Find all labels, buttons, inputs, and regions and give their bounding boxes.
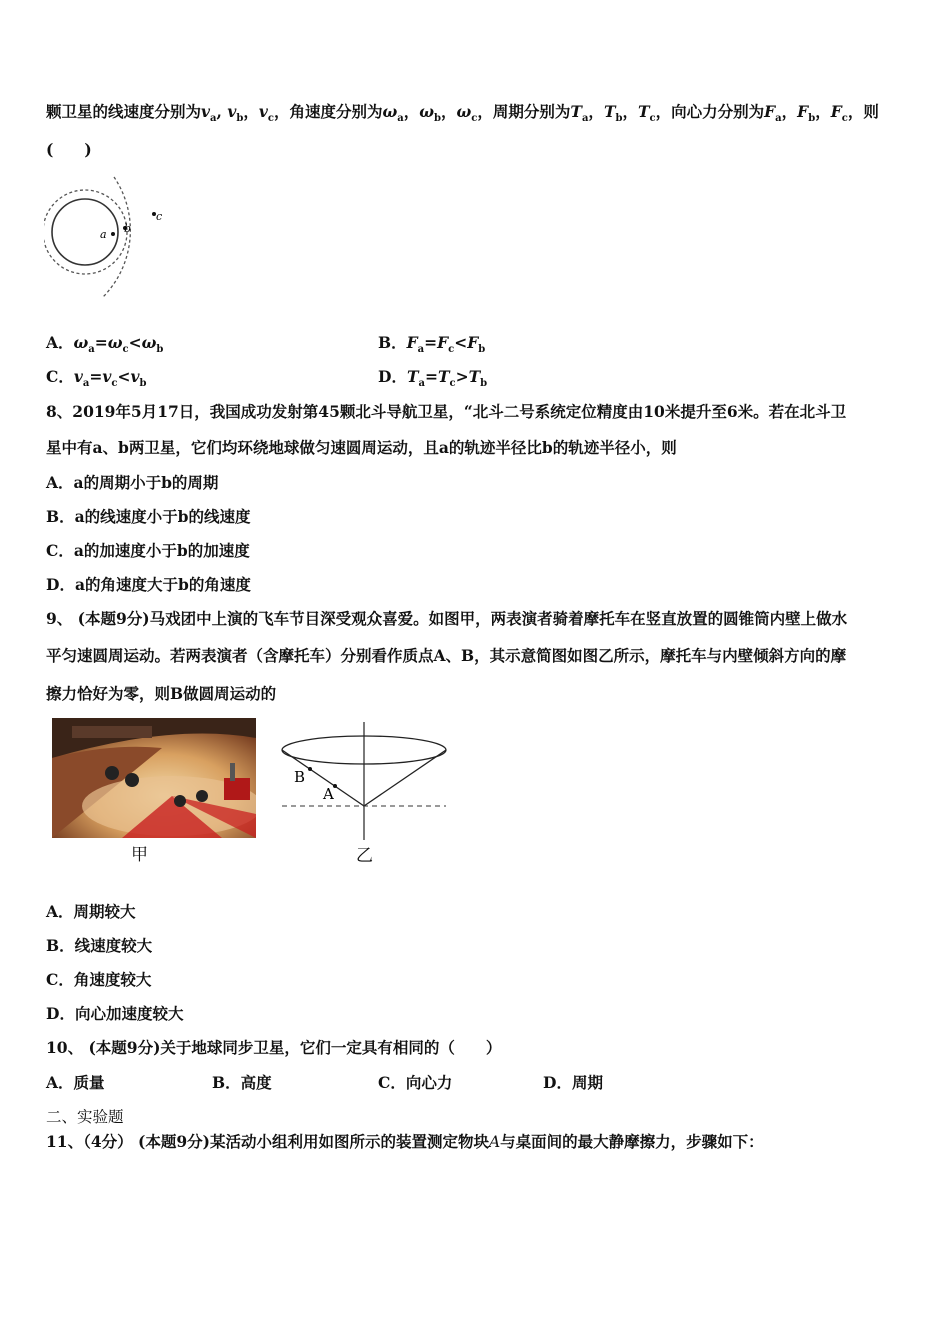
label-B: B (294, 768, 306, 786)
var-A: A (488, 1133, 501, 1151)
q8-option-b[interactable]: B．a的线速度小于b的线速度 (46, 507, 251, 526)
q10-option-b[interactable]: B．高度 (212, 1073, 272, 1092)
label-c: c (156, 210, 163, 223)
q7-option-c[interactable]: C．$v_a=v_c<v_b$ (46, 367, 147, 390)
q8-option-d[interactable]: D．a的角速度大于b的角速度 (46, 575, 251, 594)
q8-option-a[interactable]: A．a的周期小于b的周期 (46, 473, 219, 492)
q7-option-d[interactable]: D．$T_a=T_c>T_b$ (378, 367, 488, 390)
section-title-experiment: 二、实验题 (46, 1108, 124, 1126)
q8-stem-line1: 8、2019年5月17日，我国成功发射第45颗北斗导航卫星，“北斗二号系统定位精度由10米提升至6米。若在北斗卫 (46, 402, 847, 421)
q10-option-a[interactable]: A．质量 (46, 1073, 105, 1092)
earth-circle (52, 199, 118, 265)
q10-option-d[interactable]: D．周期 (543, 1073, 603, 1092)
caption-yi: 乙 (356, 846, 373, 866)
q9-option-b[interactable]: B．线速度较大 (46, 936, 153, 955)
circus-photo (52, 718, 256, 838)
q9-option-a[interactable]: A．周期较大 (46, 902, 136, 921)
cone-diagram (276, 722, 452, 840)
q10-stem: 10、 (本题9分)关于地球同步卫星，它们一定具有相同的（ ） (46, 1038, 502, 1057)
q9-option-c[interactable]: C．角速度较大 (46, 970, 152, 989)
caption-jia: 甲 (131, 845, 148, 865)
q9-option-d[interactable]: D．向心加速度较大 (46, 1004, 184, 1023)
q7-option-a[interactable]: A．$\omega_a=\omega_c<\omega_b$ (46, 333, 164, 356)
label-b: b (124, 222, 132, 235)
label-a: a (100, 228, 107, 241)
q7-option-a-text: $\omega_a=\omega_c<\omega_b$ (73, 333, 164, 356)
orbit-figure (44, 170, 174, 302)
q11-stem: 11、（4分） (本题9分)某活动小组利用如图所示的装置测定物块A与桌面间的最大静摩擦力，步骤如下： (46, 1132, 764, 1151)
label-A: A (323, 785, 334, 803)
q7-stem-line2: ( ) (46, 140, 92, 159)
q7-option-b[interactable]: B．$F_a=F_c<F_b$ (378, 333, 486, 356)
q7-option-d-text: $T_a=T_c>T_b$ (406, 367, 488, 390)
q8-stem-line2: 星中有a、b两卫星，它们均环绕地球做匀速圆周运动，且a的轨迹半径比b的轨迹半径小，则 (46, 438, 677, 457)
q9-stem-line3: 擦力恰好为零，则B做圆周运动的 (46, 684, 277, 703)
orbit-ab (44, 190, 127, 274)
q8-option-c[interactable]: C．a的加速度小于b的加速度 (46, 541, 250, 560)
q7-option-b-text: $F_a=F_c<F_b$ (406, 333, 486, 356)
q7-stem-line1: 颗卫星的线速度分别为$v_a$, $v_b$，$v_c$，角速度分别为$\omega_a$，$\omega_b$，$\omega_c$，周期分别为$T_a$，$T_b$，$T_c$，向心力分别为$F_a$，$F_b$，$F_c$，则 (46, 102, 879, 125)
q10-option-c[interactable]: C．向心力 (378, 1073, 453, 1092)
q9-stem-line1: 9、 (本题9分)马戏团中上演的飞车节目深受观众喜爱。如图甲，两表演者骑着摩托车在竖直放置的圆锥筒内壁上做水 (46, 609, 848, 628)
satellite-a (111, 232, 115, 236)
q7-option-c-text: $v_a=v_c<v_b$ (73, 367, 147, 390)
q9-stem-line2: 平匀速圆周运动。若两表演者（含摩托车）分别看作质点A、B，其示意简图如图乙所示，摩托车与内壁倾斜方向的摩 (46, 646, 847, 665)
